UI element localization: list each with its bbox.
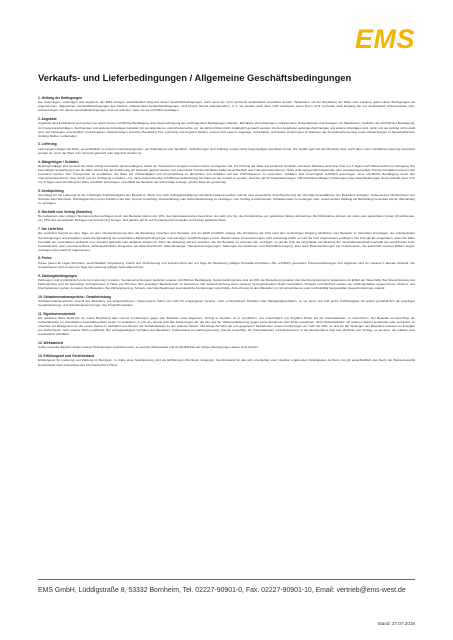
section-eigentumsvorbehalt xyxy=(38,312,415,337)
section-body: Angebote sind freibleibend und werden nur durch unsere schriftliche Bestätigung unter Zugrundelegung der nachfolgenden Bedingungen wirksam. Mündliche Vereinbarungen, insbesondere Nebenabreden und Zusagen von Mitarbeitern, bedürfen der schriftlichen Bestätigung. An Kostenvoranschlägen, Zeichnungen und anderen Unterlagen behalten wir uns Eigentums- und Urheberrechte vor; sie dürfen Dritten nicht zugänglich gemacht werden. Zu den Angeboten gehörige Zeichnungen und andere Unterlagen sind, wenn uns der Auftrag nicht erteilt wird, auf Verlangen unverzüglich zurückzugeben. Abweichungen zwischen Bestellung bzw. Lieferung und Angebot bleiben, soweit nicht ebenso zugesagt, vorbehalten; technische Änderungen im Rahmen der Produktverbesserung sowie Abweichungen in handelsüblichem Umfang bleiben vorbehalten. xyxy=(38,121,415,138)
section-title: 12. Wirksamkeit xyxy=(38,341,63,346)
section-body: Preise gelten ab Lager Bornheim, ausschließlich Verpackung, Fracht und Versicherung und entsprechend den am Tage der Bestellung gültigen Hersteller-Preislisten. Alle schriftlich genannten Preisvereinbarungen und Angebote sind für maximal 3 Monate bindend. Die Umsatzsteuer wird zu dem am Tage der Lieferung gültigen Satz abgerechnet. xyxy=(38,260,415,269)
section-body: Schadenersatzansprüche sowohl des Bestellers auf ausgeschlossen, insbesondere haften wir nicht für entgangenen Gewinn, nicht vorhersehbare Schäden oder Mangelfolgeschäden, es sei denn, uns trifft grobe Fahrlässigkeit. Es gelten grundsätzlich die jeweiligen Gewährleistungs- und Garantiebestimmungen des Produktherstellers. xyxy=(38,299,415,308)
terms-content xyxy=(38,96,415,581)
section-title: 4. Mängelrügen / Schäden xyxy=(38,159,79,164)
section-schadenersatz xyxy=(38,295,415,307)
section-title: 6. Rücktritt vom Vertrag (Besteller) xyxy=(38,210,93,215)
section-title: 9. Zahlungsbedingungen xyxy=(38,273,78,278)
section-maengelruegen xyxy=(38,160,415,185)
section-title: 1. Geltung der Bedingungen xyxy=(38,96,83,100)
section-body: Grundlage für die Lieferung ist die unbedingte Kreditwürdigkeit des Bestellers. Wenn uns nach Auftragsbestätigung Umstände bekannt werden, welche eine wesentliche Verschlechterung der Vermögensverhältnisse des Bestellers anzeigen, insbesondere Nichteinlösen von Schecks oder Wechseln, Nichtbegleichung eines Kredits in der Zeit, sind wir berechtigt, Vorauszahlung oder Sicherheitsleistung zu verlangen, vom Vertrag zurückzutreten, Schadenersatz zu verlangen oder, soweit andere Zahlung als Barzahlung vereinbart wurde, Barzahlung zu verlangen. xyxy=(38,193,415,206)
section-erfuellungsort xyxy=(38,354,415,366)
section-lieferung xyxy=(38,142,415,154)
section-title: 7. Die Lieferfrist xyxy=(38,227,63,232)
section-title: 3. Lieferung xyxy=(38,142,57,147)
section-lieferfrist xyxy=(38,227,415,252)
section-title: 2. Angebote xyxy=(38,117,57,122)
company-address: EMS GmbH, Lüddigstraße 8, 53332 Bornheim, Tel. 02227-90901-0, Fax. 02227-90901-10, Email: vertrieb@ems-west.de xyxy=(38,587,406,594)
section-angebote xyxy=(38,117,415,138)
section-body: Die Lieferungen, Leistungen und Angebote der EMS erfolgen ausschließlich aufgrund dieser Geschäftsbedingungen, auch wenn sie nicht nochmals ausdrücklich vereinbart werden. Spätestens mit der Bestellung der Ware oder Leistung gelten diese Bedingungen als angenommen. Allgemeinen Geschäftsbedingungen des Käufers, insbesondere Einkaufsbedingungen, wird bereits hiermit widersprochen, d. h. sie werden auch dann nicht anerkannt, wenn ihnen nicht nochmals nach Eingang bei uns ausdrücklich widersprochen wird. Abweichungen von diesen Geschäftsbedingungen sind nur wirksam, wenn wir sie schriftlich bestätigen. xyxy=(38,100,415,113)
page-title: Verkaufs- und Lieferbedingungen / Allgemeine Geschäftsbedingungen xyxy=(38,72,352,83)
document-date: Stand: 27.07.2019 xyxy=(377,621,415,626)
section-title: 11. Eigentumsvorbehalt xyxy=(38,311,76,316)
section-kreditpruefung xyxy=(38,189,415,206)
section-geltung xyxy=(38,96,415,113)
section-zahlungsbedingungen xyxy=(38,274,415,291)
footer xyxy=(38,579,415,594)
section-body: Erfüllungsort für Lieferung und Zahlung ist Bornheim. Im Falle einer Nachlieferung wird als Erfüllungsort Bornheim festgelegt. Gerichtsstand für alle sich unmittelbar oder mittelbar ergebenden Streitigkeiten ist Bonn. Es gilt ausschließlich das Recht der Bundesrepublik Deutschland unter Ausschluss des UN-Kaufrechts (CISG). xyxy=(38,358,415,367)
section-wirksamkeit xyxy=(38,341,415,349)
section-title: 5. Kreditprüfung xyxy=(38,188,64,193)
section-body: Die gelieferte Ware bleibt bis zur vollen Bezahlung aller unserer Forderungen gegen den Besteller unser Eigentum. Verfügt er hierüber, ist er verpflichtet, uns unverzüglich von Zugriffen Dritter auf die Vorbehaltsware zu unterrichten. Der Besteller ist berechtigt, die Vorbehaltsware im ordentlichen Geschäftsverkehr weiter zu veräußern; er tritt uns bereits jetzt alle Forderungen ab, die ihm aus der Weiterveräußerung gegen seine Abnehmer oder Dritte erwachsen. Wird Vorbehaltsware mit anderen Waren verarbeitet oder vermischt, so erwerben wir Miteigentum an der neuen Sache im Verhältnis des Wertes der Vorbehaltsware zu den anderen Waren. Übersteigt der Wert der uns gegebenen Sicherheiten unsere Forderungen um mehr als 20%, so sind wir auf Verlangen des Bestellers insoweit zur Freigabe von Sicherheiten nach unserer Wahl verpflichtet. Bei vertragswidrigem Verhalten des Bestellers, insbesondere bei Zahlungsverzug, sind wir berechtigt, die Vorbehaltsware zurückzunehmen; in der Zurücknahme liegt kein Rücktritt vom Vertrag, es sei denn, wir erklären dies ausdrücklich schriftlich. xyxy=(38,316,415,337)
section-body: Rechtsgrundlage: Der Versand der Ware erfolgt auf Gefahr des Empfängers, wobei der Transporteur sorgsam mit den Gütern umzugehen hat. Zur Prüfung der Ware auf verdeckte Schäden und deren Meldung steht eine Frist von 4 Tagen nach Wareneintritt zur Verfügung. Bei berechtigter Verpackung muss die Ware bereits bei der Anlieferung auf Schäden geprüft werden. Für erkennbare Transportschäden haftet ausschließlich das Transportunternehmen. Nicht ordnungsgemäß festgestellte oder verspätet gemeldete Transportschäden können nicht anerkannt werden. Der Transporteur ist verpflichtet, die Ware auf Vollständigkeit und Unversehrtheit zu überprüfen und Schäden auf den Frachtpapieren zu vermerken. Schäden sind unverzüglich schriftlich anzuzeigen; ohne schriftliche Bestätigung durch den Transportunternehmer, bzw. durch uns zur Verfügung zu halten. Uns, nach entsprechender schriftlicher Aufforderung frei Haus an uns zurück zu senden. Gleiches gilt für Falschlieferungen. Offensichtliche Mängel, Fehlmengen oder Falschlieferungen sind innerhalb einer Frist von 8 Tagen nach Empfang der Ware schriftlich anzuzeigen. Unterlässt der Besteller die rechtzeitige Anzeige, gilt die Ware als genehmigt. xyxy=(38,163,415,185)
section-body: Sollten einzelne Bestimmungen unserer Bedingungen unwirksam sein, so wird die Wirksamkeit und Verbindlichkeit der übrigen Bedingungen davon nicht berührt. xyxy=(38,345,259,350)
ems-logo-text: EMS xyxy=(354,24,415,54)
section-title: 8. Preise xyxy=(38,256,52,261)
section-title: 10. Schadenersatzansprüche / Gewährleistung xyxy=(38,294,111,299)
section-body: Bei teilweisem oder völligen Stornierung des Auftrages durch den Besteller können wir 10%, des Nettowarenwertes berechnen. Es steht uns frei, die Zurücknahme von gelieferten Waren abzulehnen. Bei Rücknahme können wir neben den pauschalen Kosten (Frachtkosten, ca.) 25% des vereinbarten Betrages zur Anrechnung bringen. Das gleiche gilt für auf Kundenwunsch bestellte und bereits gelieferte Ware. xyxy=(38,214,415,223)
section-body: Zahlungen sind grundsätzlich netto bei Lieferung zu leisten. Sonderverrechnungen bedürfen unserer schriftlichen Bestätigung. Sonderzahlungsziele sind ab 30% der Bestellung gestattet. Der Rechnungsbetrag ist spätestens mit Erhalt der Ware fällig. Bei Überschreitung des Zahlungsziels sind wir berechtigt, Verzugszinsen in Höhe von 8% über dem jeweiligen Basiszinssatz zu berechnen. Die Geltendmachung eines weiteren Verzugsschadens bleibt vorbehalten. Schecks und Wechsel werden nur erfüllungshalber angenommen; Diskont- und Wechselspesen gehen zu Lasten des Bestellers. Bei Zahlungsverzug, Scheck- oder Wechselprotest sind sämtliche Forderungen sofort fällig. Aufrechnung ist dem Besteller nur mit unbestrittenen oder rechtskräftig festgestellten Gegenforderungen erlaubt. xyxy=(38,277,415,291)
section-ruecktritt xyxy=(38,210,415,222)
section-preise xyxy=(38,256,415,268)
ems-logo xyxy=(345,26,415,52)
section-title: 13. Erfüllungsort und Gerichtsstand xyxy=(38,354,95,359)
section-body: Lieferungen erfolgen ab Werk, ausschließlich zu unseren Lieferbedingungen, per Paketdienst oder Spedition. Teillieferungen sind zulässig, soweit nichts Gegenteiliges vereinbart wurde. Die Gefahr geht auf den Besteller über, auch dann, wenn frachtfreie Lieferung vereinbart worden ist, wenn die Ware zum Versand gebracht oder abgeholt worden ist. xyxy=(38,146,415,155)
section-body: Die Lieferfrist beginnt an dem Tage, an dem Übereinstimmung über die Bestellung zwischen dem Besteller und der EMS schriftlich vorliegt. Die Einhaltung der Frist setzt den rechtzeitigen Eingang sämtlicher vom Besteller zu liefernden Unterlagen, der erforderlichen Genehmigungen und Freigaben sowie die Einhaltung der vereinbarten Zahlungsbedingungen und sonstigen Verpflichtungen voraus. Werden diese Voraussetzungen nicht rechtzeitig erfüllt, so wird die Frist angemessen verlängert. Die Frist gilt als eingehalten, wenn die Ware innerhalb der vereinbarten Lieferfrist zum Versand gebracht oder abgeholt worden ist. Kann die Abholung auf aus Gründen, die der Besteller zu vertreten hat, verzögert, so gilt die Frist als eingehalten bei Meldung der Versandbereitschaft innerhalb der vereinbarten Frist. Arbeitskämpfe oder unvorhersehbare, außergewöhnliche Ereignisse wie Maschinenbruch, Materialmangel, Transportverzögerungen, Störungen bei Zulieferern und Rohstoffversorgung, aber auch Betriebsstörungen bei Vorlieferanten, die außerhalb unseres Willens liegen, verlängern die Lieferfrist angemessen. xyxy=(38,231,415,252)
